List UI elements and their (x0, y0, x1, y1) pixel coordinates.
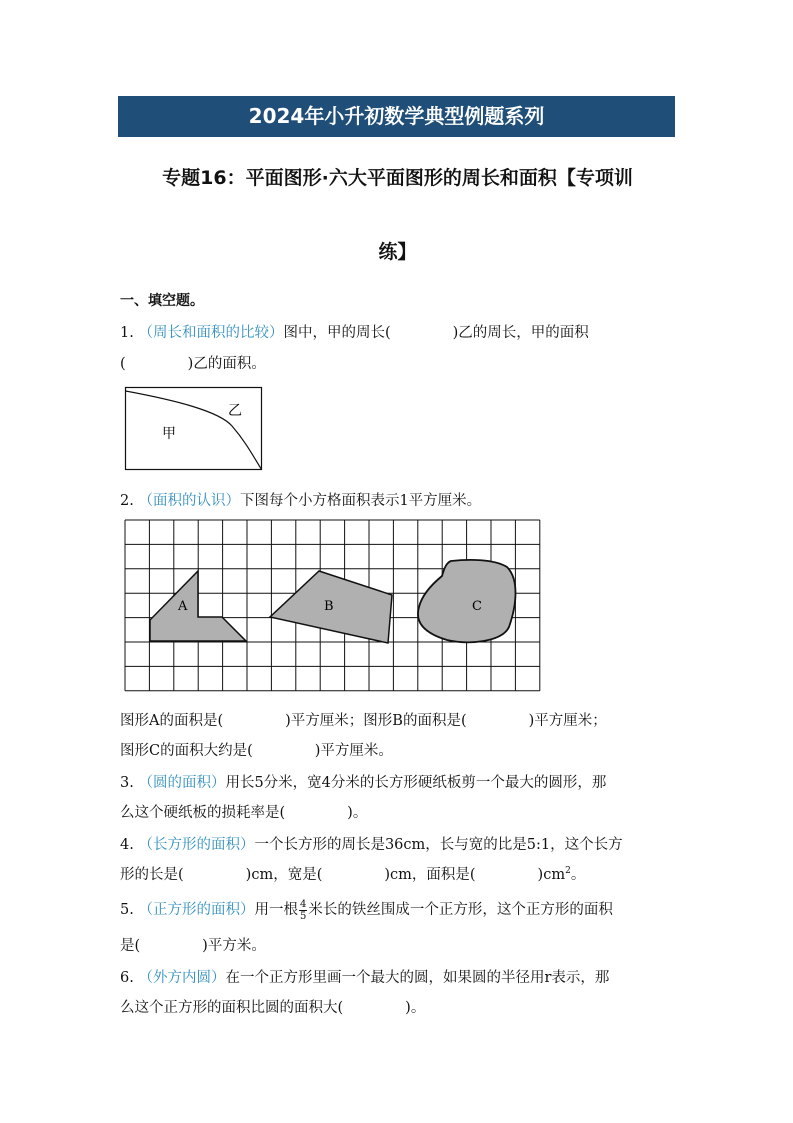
question-3-line1: 3. （圆的面积）用长5分米，宽4分米的长方形硬纸板剪一个最大的圆形，那 (120, 775, 607, 791)
question-number: 1. (120, 325, 134, 341)
label-yi: 乙 (228, 403, 242, 419)
question-2-answer-line2: 图形C的面积大约是( )平方厘米。 (120, 743, 393, 759)
shape-a (150, 571, 246, 641)
section-heading: 一、填空题。 (120, 293, 204, 309)
label-c: C (472, 599, 482, 614)
grid-figure (124, 519, 542, 694)
page-title-line2: 练】 (378, 241, 417, 263)
figure-jia-yi (124, 386, 265, 472)
page-title-line1: 专题16：平面图形·六大平面图形的周长和面积【专项训 (162, 167, 633, 189)
shape-c (418, 560, 516, 642)
question-4-line2: 形的长是( )cm，宽是( )cm，面积是( )$cm^2$。 (120, 866, 586, 883)
series-banner: 2024年小升初数学典型例题系列 (118, 96, 675, 137)
question-6-line2: 么这个正方形的面积比圆的面积大( )。 (120, 1000, 426, 1016)
label-b: B (324, 599, 334, 614)
question-tag: （外方内圆） (138, 970, 226, 986)
question-5-line2: 是( )平方米。 (120, 938, 266, 954)
question-number: 3. (120, 775, 134, 791)
question-tag: （面积的认识） (138, 493, 240, 509)
label-jia: 甲 (162, 426, 176, 442)
question-tag: （正方形的面积） (138, 902, 255, 918)
question-6-line1: 6. （外方内圆）在一个正方形里画一个最大的圆，如果圆的半径用r表示，那 (120, 970, 610, 986)
fraction-four-fifths: $\frac{4}{5}$ (299, 898, 307, 922)
question-1-line2: ( )乙的面积。 (120, 356, 266, 372)
question-tag: （周长和面积的比较） (138, 325, 284, 341)
question-tag: （长方形的面积） (138, 837, 255, 853)
question-3-line2: 么这个硬纸板的损耗率是( )。 (120, 805, 368, 821)
question-number: 5. (120, 902, 134, 918)
question-number: 4. (120, 837, 134, 853)
question-tag: （圆的面积） (138, 775, 226, 791)
question-2-answer-line1: 图形A的面积是( )平方厘米；图形B的面积是( )平方厘米； (120, 713, 607, 729)
question-number: 6. (120, 970, 134, 986)
rectangle-outline (126, 388, 262, 470)
question-5-line1: 5. （正方形的面积）用一根 $\frac{4}{5}$ 米长的铁丝围成一个正方形，这个正方形的面积 (120, 898, 613, 922)
question-1-line1: 1. （周长和面积的比较）图中，甲的周长( )乙的周长，甲的面积 (120, 325, 589, 341)
question-2-line1: 2. （面积的认识）下图每个小方格面积表示1平方厘米。 (120, 493, 482, 509)
question-4-line1: 4. （长方形的面积）一个长方形的周长是36cm，长与宽的比是5:1，这个长方 (120, 837, 623, 853)
label-a: A (178, 599, 188, 614)
question-number: 2. (120, 493, 134, 509)
